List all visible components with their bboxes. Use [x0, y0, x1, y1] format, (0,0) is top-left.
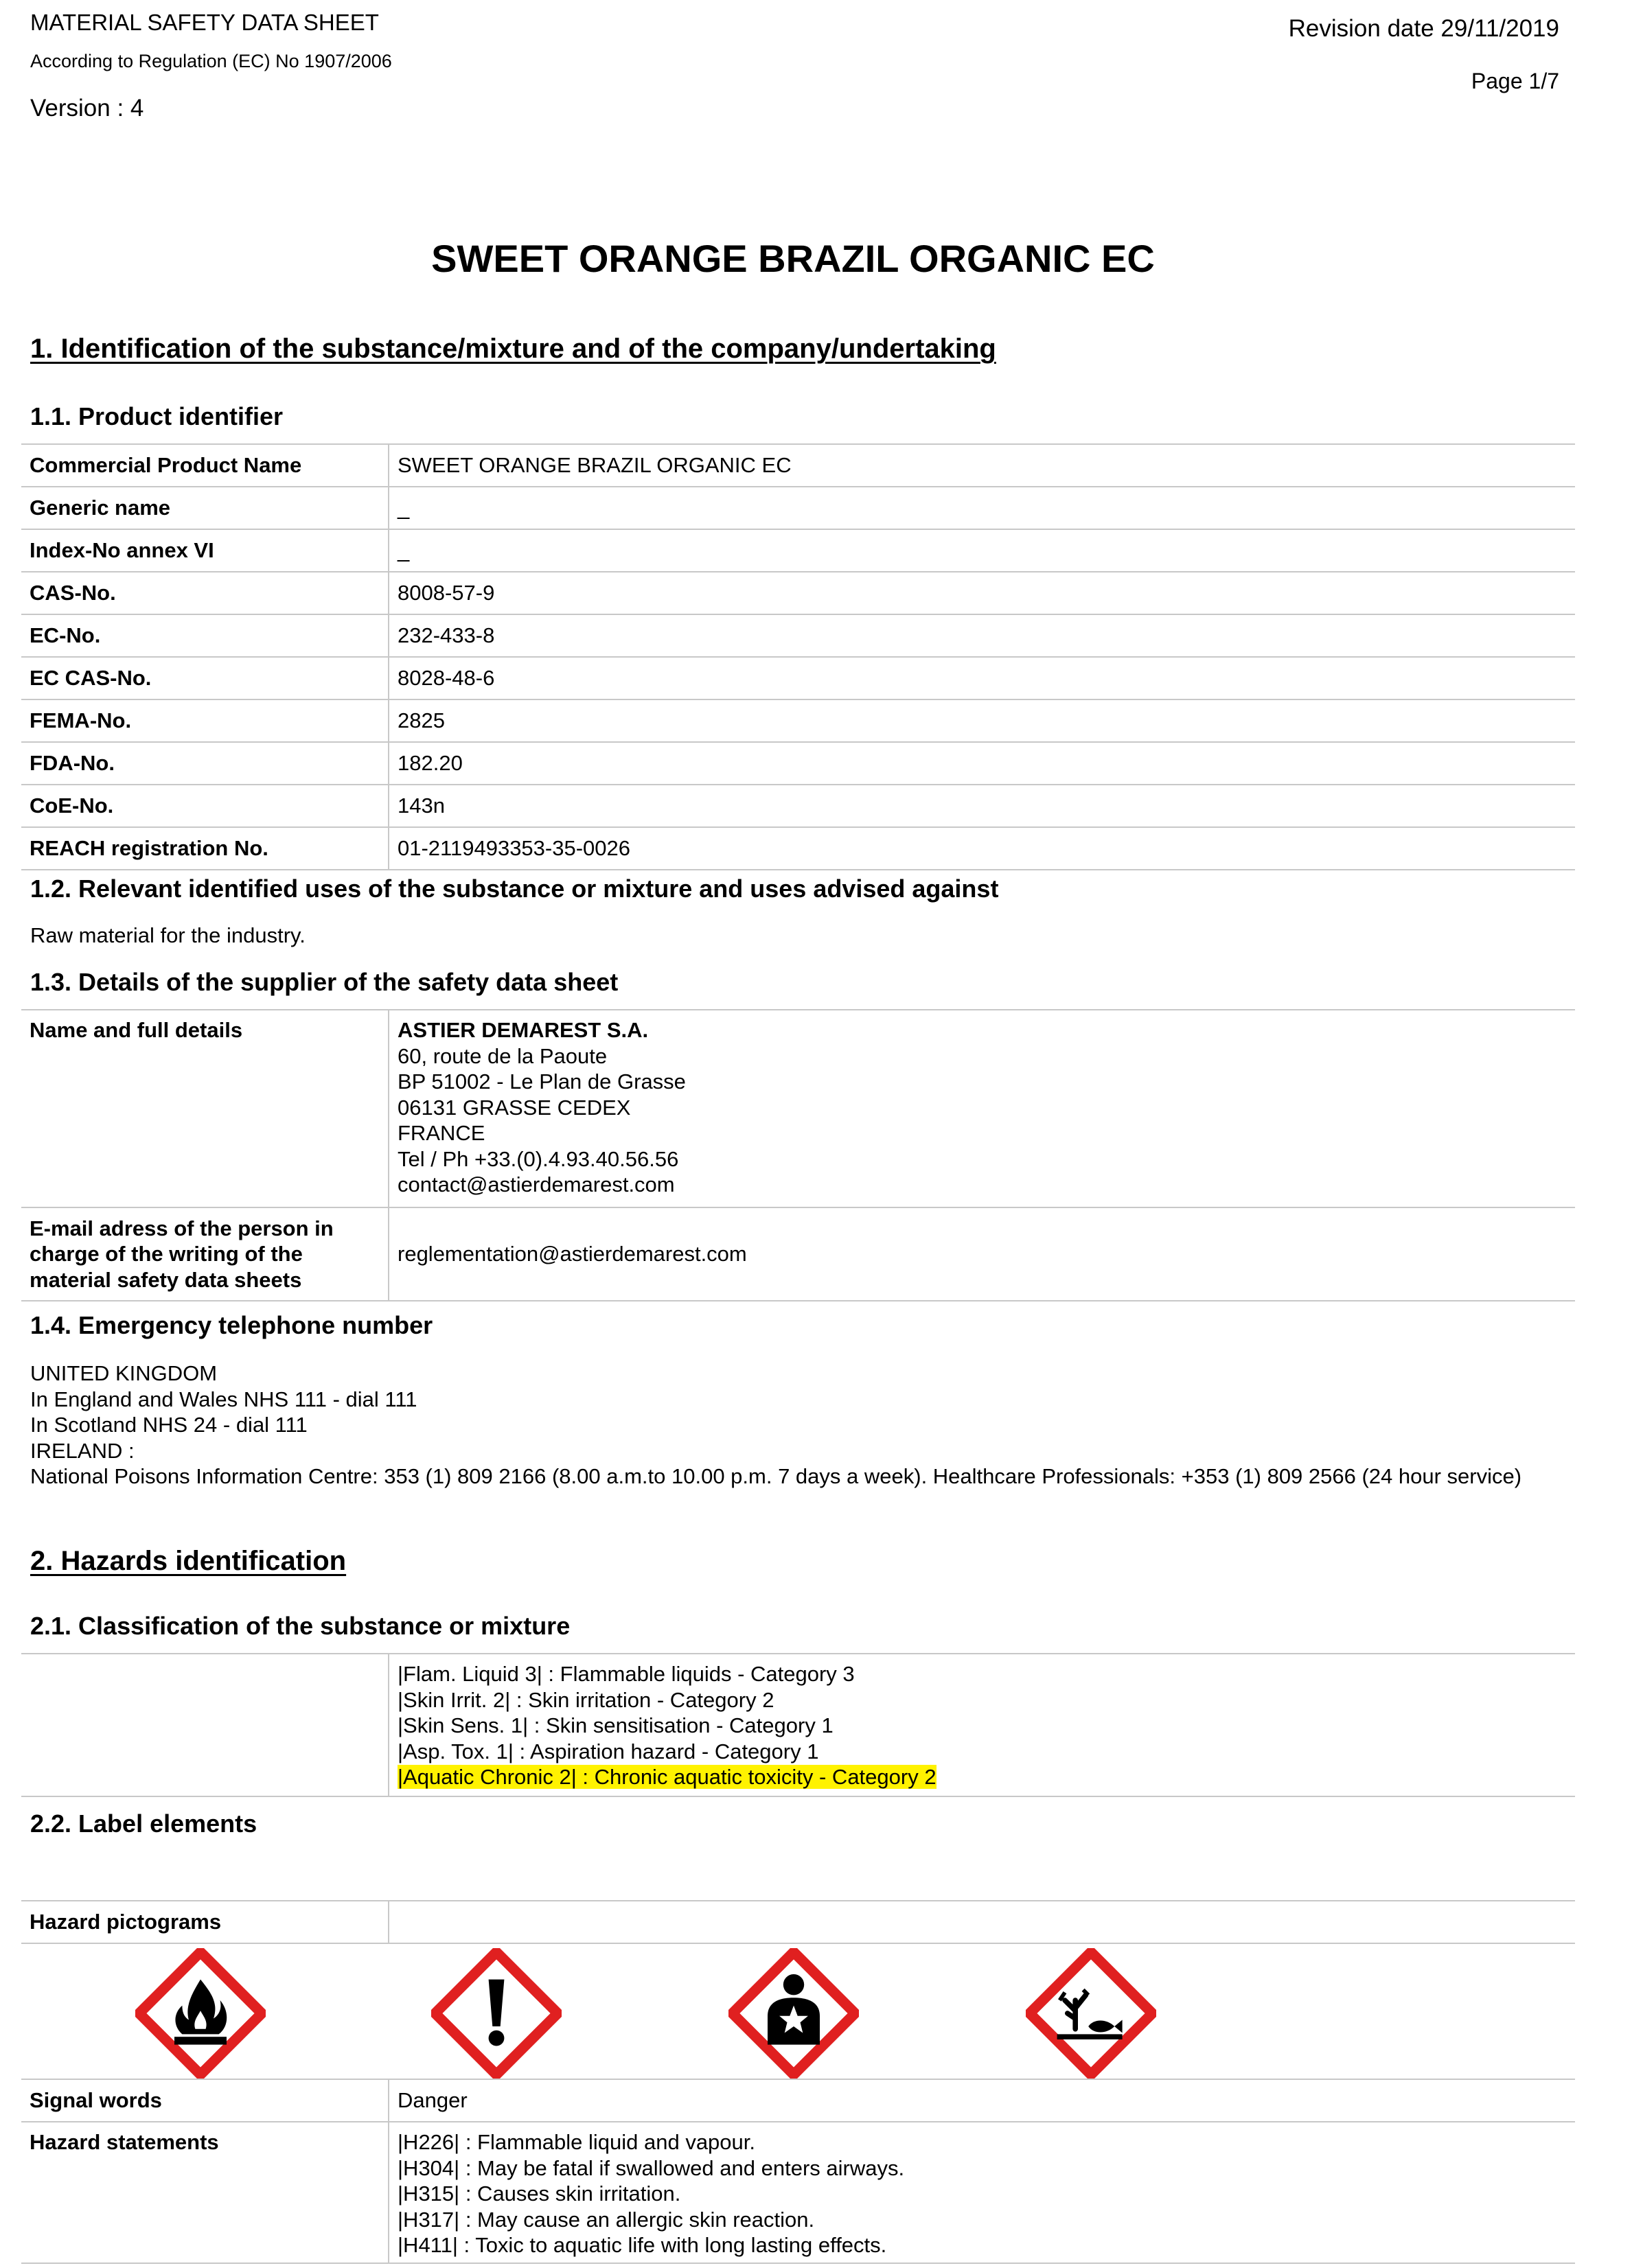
- section-1-heading: 1. Identification of the substance/mixture and of the company/undertaking: [30, 334, 996, 364]
- row-value: 182.20: [389, 742, 1575, 785]
- row-value: 2825: [389, 699, 1575, 742]
- section-2-2-heading: 2.2. Label elements: [30, 1809, 257, 1838]
- row-key: Commercial Product Name: [21, 444, 389, 487]
- emergency-line: In England and Wales NHS 111 - dial 111: [30, 1387, 417, 1411]
- table-row: [21, 742, 1575, 785]
- row-value: _: [389, 487, 1575, 529]
- supplier-line: BP 51002 - Le Plan de Grasse: [398, 1069, 686, 1094]
- section-1-1-heading: 1.1. Product identifier: [30, 402, 284, 430]
- table-row: [21, 2122, 1575, 2263]
- row-value: 232-433-8: [389, 614, 1575, 657]
- table-row: [21, 614, 1575, 657]
- table-row: [21, 1654, 1575, 1796]
- row-value: 01-2119493353-35-0026: [389, 827, 1575, 870]
- row-key: FDA-No.: [21, 742, 389, 785]
- table-row: [21, 699, 1575, 742]
- product-identifier-table: [21, 443, 1575, 870]
- row-key: EC CAS-No.: [21, 657, 389, 699]
- supplier-details: [389, 1010, 1575, 1207]
- row-key: CoE-No.: [21, 785, 389, 827]
- hazard-statement: |H317| : May cause an allergic skin reaction.: [398, 2207, 815, 2232]
- row-key: [21, 1207, 389, 1301]
- supplier-line: 60, route de la Paoute: [398, 1043, 608, 1068]
- table-row: [21, 1010, 1575, 1207]
- classification-item: |Flam. Liquid 3| : Flammable liquids - Category 3: [398, 1662, 855, 1686]
- table-row: [21, 572, 1575, 614]
- supplier-line: 06131 GRASSE CEDEX: [398, 1095, 631, 1120]
- table-row: [21, 1207, 1575, 1301]
- emergency-line: UNITED KINGDOM: [30, 1361, 218, 1385]
- table-row: [21, 2079, 1575, 2122]
- identified-uses-text: Raw material for the industry.: [30, 923, 306, 947]
- email-key-line: material safety data sheets: [30, 1267, 302, 1292]
- table-row: [21, 1901, 1575, 1943]
- row-key: Hazard pictograms: [21, 1901, 389, 1943]
- row-value: _: [389, 529, 1575, 572]
- row-key: CAS-No.: [21, 572, 389, 614]
- flame-icon: [135, 1948, 266, 2079]
- section-1-3-heading: 1.3. Details of the supplier of the safety data sheet: [30, 968, 619, 996]
- supplier-name: ASTIER DEMAREST S.A.: [398, 1018, 649, 1042]
- row-key-empty: [21, 1654, 389, 1796]
- row-value: 8028-48-6: [389, 657, 1575, 699]
- document-type: MATERIAL SAFETY DATA SHEET: [30, 10, 379, 35]
- row-key: FEMA-No.: [21, 699, 389, 742]
- row-key: Index-No annex VI: [21, 529, 389, 572]
- classification-item: |Asp. Tox. 1| : Aspiration hazard - Category 1: [398, 1739, 819, 1763]
- emergency-line: National Poisons Information Centre: 353 (1) 809 2166 (8.00 a.m.to 10.00 p.m. 7 days a week). Healthcare Professionals: +353 (1) 809 2566 (24 hour service): [30, 1464, 1522, 1488]
- product-title: SWEET ORANGE BRAZIL ORGANIC EC: [431, 237, 1155, 280]
- hazard-statement: |H315| : Causes skin irritation.: [398, 2182, 681, 2206]
- health-hazard-icon: [728, 1948, 859, 2079]
- emergency-line: IRELAND :: [30, 1438, 135, 1463]
- section-1-2-heading: 1.2. Relevant identified uses of the substance or mixture and uses advised against: [30, 875, 999, 903]
- table-row: [21, 529, 1575, 572]
- row-key: Generic name: [21, 487, 389, 529]
- supplier-table: [21, 1009, 1575, 1301]
- regulation-reference: According to Regulation (EC) No 1907/2006: [30, 51, 392, 71]
- emergency-line: In Scotland NHS 24 - dial 111: [30, 1413, 308, 1437]
- table-row: [21, 657, 1575, 699]
- row-value-empty: [389, 1901, 1575, 1943]
- supplier-line: FRANCE: [398, 1121, 485, 1145]
- row-key: REACH registration No.: [21, 827, 389, 870]
- exclamation-icon: [431, 1948, 562, 2079]
- email-key-line: E-mail adress of the person in: [30, 1216, 334, 1240]
- responsible-email: reglementation@astierdemarest.com: [389, 1207, 1575, 1301]
- row-key: Signal words: [21, 2079, 389, 2122]
- classification-table: [21, 1653, 1575, 1797]
- row-key: Hazard statements: [21, 2122, 389, 2263]
- hazard-statement: |H304| : May be fatal if swallowed and enters airways.: [398, 2155, 905, 2180]
- email-key-line: charge of the writing of the: [30, 1242, 303, 1266]
- row-key: EC-No.: [21, 614, 389, 657]
- label-elements-table: [21, 2079, 1575, 2264]
- classification-item: |Skin Irrit. 2| : Skin irritation - Category 2: [398, 1687, 774, 1712]
- hazard-statement: |H411| : Toxic to aquatic life with long lasting effects.: [398, 2233, 887, 2257]
- hazard-statement: |H226| : Flammable liquid and vapour.: [398, 2130, 756, 2154]
- pictograms-header-table: [21, 1900, 1575, 1944]
- row-value: SWEET ORANGE BRAZIL ORGANIC EC: [389, 444, 1575, 487]
- row-key: Name and full details: [21, 1010, 389, 1207]
- signal-word: Danger: [389, 2079, 1575, 2122]
- page-number: Page 1/7: [1471, 69, 1559, 93]
- version-label: Version : 4: [30, 95, 144, 121]
- table-row: [21, 827, 1575, 870]
- table-row: [21, 487, 1575, 529]
- highlighted-classification: |Aquatic Chronic 2| : Chronic aquatic toxicity - Category 2: [398, 1765, 937, 1789]
- environment-icon: [1026, 1948, 1156, 2079]
- revision-date: Revision date 29/11/2019: [1288, 15, 1559, 42]
- table-row: [21, 444, 1575, 487]
- emergency-text: [30, 1361, 1568, 1490]
- section-2-heading: 2. Hazards identification: [30, 1546, 347, 1576]
- section-2-1-heading: 2.1. Classification of the substance or mixture: [30, 1612, 571, 1640]
- hazard-statements: [389, 2122, 1575, 2263]
- classification-item: |Skin Sens. 1| : Skin sensitisation - Category 1: [398, 1713, 834, 1737]
- row-value: 8008-57-9: [389, 572, 1575, 614]
- supplier-line: Tel / Ph +33.(0).4.93.40.56.56: [398, 1146, 679, 1171]
- classification-list: [389, 1654, 1575, 1796]
- section-1-4-heading: 1.4. Emergency telephone number: [30, 1311, 433, 1339]
- supplier-email: contact@astierdemarest.com: [398, 1172, 675, 1196]
- table-row: [21, 785, 1575, 827]
- row-value: 143n: [389, 785, 1575, 827]
